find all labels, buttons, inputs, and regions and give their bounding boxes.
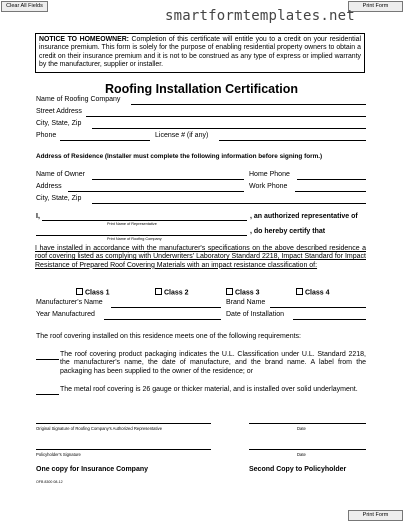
- company-name-field[interactable]: [131, 104, 366, 105]
- class-2-label: Class 2: [164, 289, 189, 297]
- requirement-1-text: The roof covering product packaging indicates the U.L. Classification under U.L. Standard 2218, the manufacturer's name, the date of manufacture, and the brand name. A label from the packaging has been supplied to the owner of the residence; or: [60, 351, 366, 375]
- class-4-checkbox[interactable]: [296, 288, 330, 297]
- year-manufactured-field[interactable]: [104, 319, 221, 320]
- company-city-field[interactable]: [92, 128, 366, 129]
- date-caption-1: Date: [297, 426, 306, 431]
- residence-city-label: City, State, Zip: [36, 195, 82, 202]
- class-4-label: Class 4: [305, 289, 330, 297]
- clear-all-fields-button[interactable]: Clear All Fields: [1, 1, 48, 12]
- class-2-checkbox[interactable]: [155, 288, 189, 297]
- company-signature-caption: Original Signature of Roofing Company's Authorized Representative: [36, 426, 163, 431]
- company-caption: Print Name of Roofing Company: [107, 237, 162, 241]
- i-label: I,: [36, 213, 40, 220]
- requirement-2-text: The metal roof covering is 26 gauge or thicker material, and is installed over solid underlayment.: [60, 386, 358, 393]
- checkbox-icon: [155, 288, 162, 295]
- street-address-field[interactable]: [86, 116, 366, 117]
- representative-caption: Print Name of Representative: [107, 222, 157, 226]
- work-phone-label: Work Phone: [249, 183, 288, 190]
- residence-city-field[interactable]: [92, 203, 366, 204]
- residence-address-field[interactable]: [68, 191, 244, 192]
- license-field[interactable]: [219, 140, 366, 141]
- class-1-label: Class 1: [85, 289, 110, 297]
- year-manufactured-label: Year Manufactured: [36, 311, 95, 318]
- home-phone-label: Home Phone: [249, 171, 290, 178]
- requirement-2-initials[interactable]: [36, 394, 59, 395]
- policyholder-signature-field[interactable]: [36, 449, 211, 450]
- street-address-label: Street Address: [36, 108, 82, 115]
- representative-suffix: , an authorized representative of: [250, 213, 358, 220]
- phone-field[interactable]: [60, 140, 150, 141]
- requirements-intro: The roof covering installed on this residence meets one of the following requirements:: [36, 333, 301, 340]
- date-caption-2: Date: [297, 452, 306, 457]
- checkbox-icon: [296, 288, 303, 295]
- notice-heading: NOTICE TO HOMEOWNER:: [39, 36, 129, 43]
- class-3-checkbox[interactable]: [226, 288, 260, 297]
- page-title: Roofing Installation Certification: [104, 82, 299, 96]
- company-city-label: City, State, Zip: [36, 120, 82, 127]
- policyholder-copy-note: Second Copy to Policyholder: [249, 466, 347, 473]
- representative-name-field[interactable]: [42, 220, 247, 221]
- checkbox-icon: [226, 288, 233, 295]
- policyholder-date-field[interactable]: [249, 449, 366, 450]
- roofing-company-name-field[interactable]: [36, 235, 247, 236]
- class-1-checkbox[interactable]: [76, 288, 110, 297]
- owner-name-label: Name of Owner: [36, 171, 86, 178]
- installation-date-field[interactable]: [293, 319, 366, 320]
- form-number: OFB 8300 08-12: [36, 480, 63, 484]
- policyholder-signature-caption: Policyholder's Signature: [36, 452, 81, 457]
- watermark: smartformtemplates.net: [165, 8, 355, 24]
- brand-name-field[interactable]: [270, 307, 366, 308]
- residence-heading: Address of Residence (Installer must complete the following information before signing form.): [36, 153, 323, 160]
- manufacturer-name-field[interactable]: [111, 307, 221, 308]
- company-signature-date-field[interactable]: [249, 423, 366, 424]
- print-form-button[interactable]: Print Form: [348, 1, 403, 12]
- company-suffix: , do hereby certify that: [250, 228, 326, 235]
- work-phone-field[interactable]: [295, 191, 366, 192]
- company-signature-field[interactable]: [36, 423, 211, 424]
- requirement-1-initials[interactable]: [36, 359, 59, 360]
- license-label: License # (if any): [155, 132, 209, 139]
- installation-date-label: Date of Installation: [226, 311, 284, 318]
- residence-address-label: Address: [36, 183, 62, 190]
- home-phone-field[interactable]: [297, 179, 366, 180]
- certification-statement: I have installed in accordance with the manufacturer's specifications on the above described residence a roof covering listed as complying with Underwriters' Laboratory Standard 2218, Impact Standard for Impact Resistance of Prepared Roof Covering Materials with an impact resistance classification of:: [35, 245, 366, 269]
- phone-label: Phone: [36, 132, 57, 139]
- owner-name-field[interactable]: [92, 179, 244, 180]
- print-form-button-bottom[interactable]: Print Form: [348, 510, 403, 521]
- manufacturer-name-label: Manufacturer's Name: [36, 299, 103, 306]
- insurance-copy-note: One copy for Insurance Company: [36, 466, 149, 473]
- checkbox-icon: [76, 288, 83, 295]
- notice-box: [35, 33, 365, 73]
- class-3-label: Class 3: [235, 289, 260, 297]
- company-name-label: Name of Roofing Company: [36, 96, 121, 103]
- brand-name-label: Brand Name: [226, 299, 266, 306]
- notice-body: Completion of this certificate will entitle you to a credit on your residential insurance premium. This form is solely for the purpose of enabling residential property owners to obtain a credit on their insurance premium and it is not to be construed as any type of express or implied warranty by the manufacturer, supplier or installer.: [39, 36, 361, 68]
